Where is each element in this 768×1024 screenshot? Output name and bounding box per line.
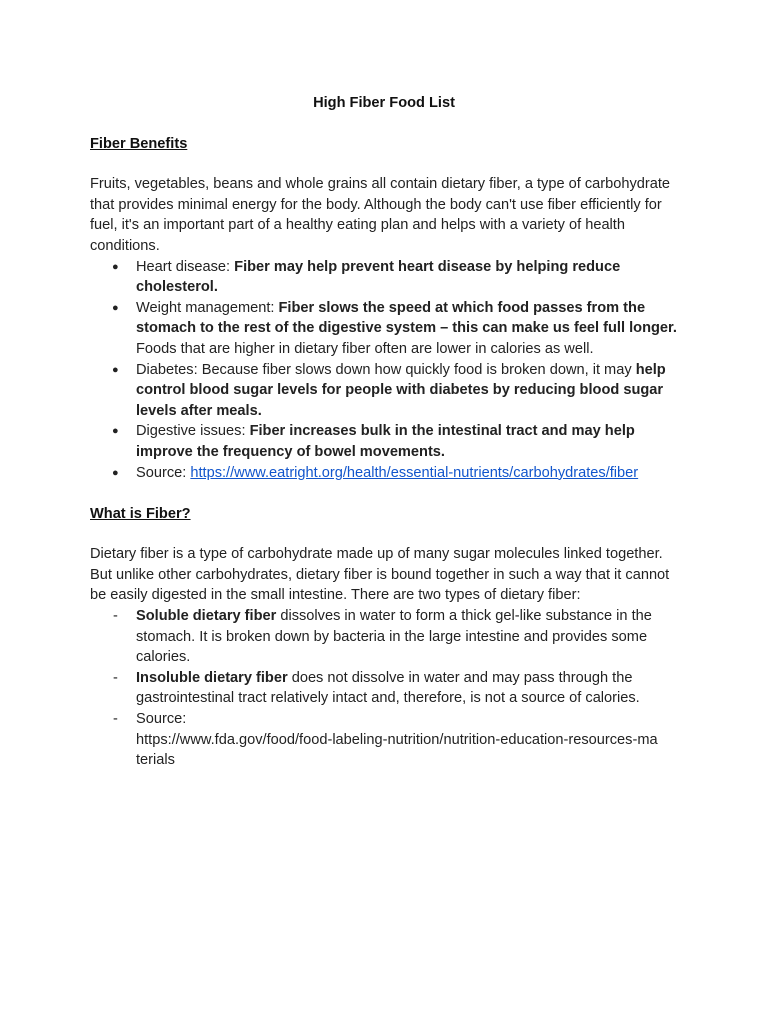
benefit-item-source	[90, 463, 678, 484]
fda-source-url-line1: https://www.fda.gov/food/food-labeling-nutrition/nutrition-education-resources-ma	[136, 731, 658, 748]
fiber-type-description: dissolves in water to form a thick gel-like substance in the stomach. It is broken down by bacteria in the large intestine and provides some calories.	[136, 608, 652, 666]
benefit-bold: Fiber slows the speed at which food passes from the stomach to the rest of the digestive system – this can make us feel full longer.	[136, 299, 677, 337]
section-spacer	[90, 483, 678, 504]
fda-source-url-line2: terials	[136, 752, 175, 769]
document-title: High Fiber Food List	[313, 95, 455, 111]
benefit-tail: Foods that are higher in dietary fiber often are lower in calories as well.	[136, 340, 594, 357]
fiber-types-list	[90, 606, 678, 771]
fiber-benefits-list	[90, 257, 678, 484]
fiber-benefits-intro: Fruits, vegetables, beans and whole grains all contain dietary fiber, a type of carbohydrate that provides minimal energy for the body. Although the body can't use fiber efficiently for fuel, it's an important part of a healthy eating plan and helps with a variety of health conditions.	[90, 176, 671, 254]
benefit-lead: Digestive issues:	[136, 423, 250, 440]
source-label: Source:	[136, 711, 187, 728]
benefit-bold: Fiber increases bulk in the intestinal tract and may help improve the frequency of bowel movements.	[136, 423, 635, 460]
fiber-benefits-heading: Fiber Benefits	[90, 135, 188, 152]
benefit-item-weight-management	[90, 298, 678, 360]
fiber-type-name: Insoluble dietary fiber	[136, 669, 288, 686]
benefit-item-heart-disease	[90, 257, 678, 298]
benefit-item-diabetes	[90, 360, 678, 422]
benefit-lead: Heart disease:	[136, 258, 235, 275]
benefit-bold: help control blood sugar levels for people with diabetes by reducing blood sugar levels after meals.	[136, 361, 666, 419]
source-label: Source:	[136, 464, 191, 481]
what-is-fiber-heading: What is Fiber?	[90, 505, 191, 522]
benefit-item-digestive-issues	[90, 421, 678, 462]
document-body	[90, 93, 678, 771]
what-is-fiber-intro: Dietary fiber is a type of carbohydrate made up of many sugar molecules linked together. But unlike other carbohydrates, dietary fiber is bound together in such a way that it cannot be easily digested in the small intestine. There are two types of dietary fiber:	[90, 546, 670, 604]
benefit-lead: Weight management:	[136, 299, 279, 316]
fiber-type-insoluble	[90, 668, 678, 709]
fiber-type-name: Soluble dietary fiber	[136, 608, 277, 625]
fiber-type-soluble	[90, 606, 678, 668]
benefit-bold: Fiber may help prevent heart disease by helping reduce cholesterol.	[136, 258, 621, 296]
eatright-source-link[interactable]: https://www.eatright.org/health/essential-nutrients/carbohydrates/fiber	[190, 464, 639, 481]
fda-source-item	[90, 709, 678, 771]
fiber-type-description: does not dissolve in water and may pass through the gastrointestinal tract relatively intact and, therefore, is not a source of calories.	[136, 669, 640, 707]
benefit-lead: Diabetes: Because fiber slows down how quickly food is broken down, it may	[136, 361, 636, 378]
